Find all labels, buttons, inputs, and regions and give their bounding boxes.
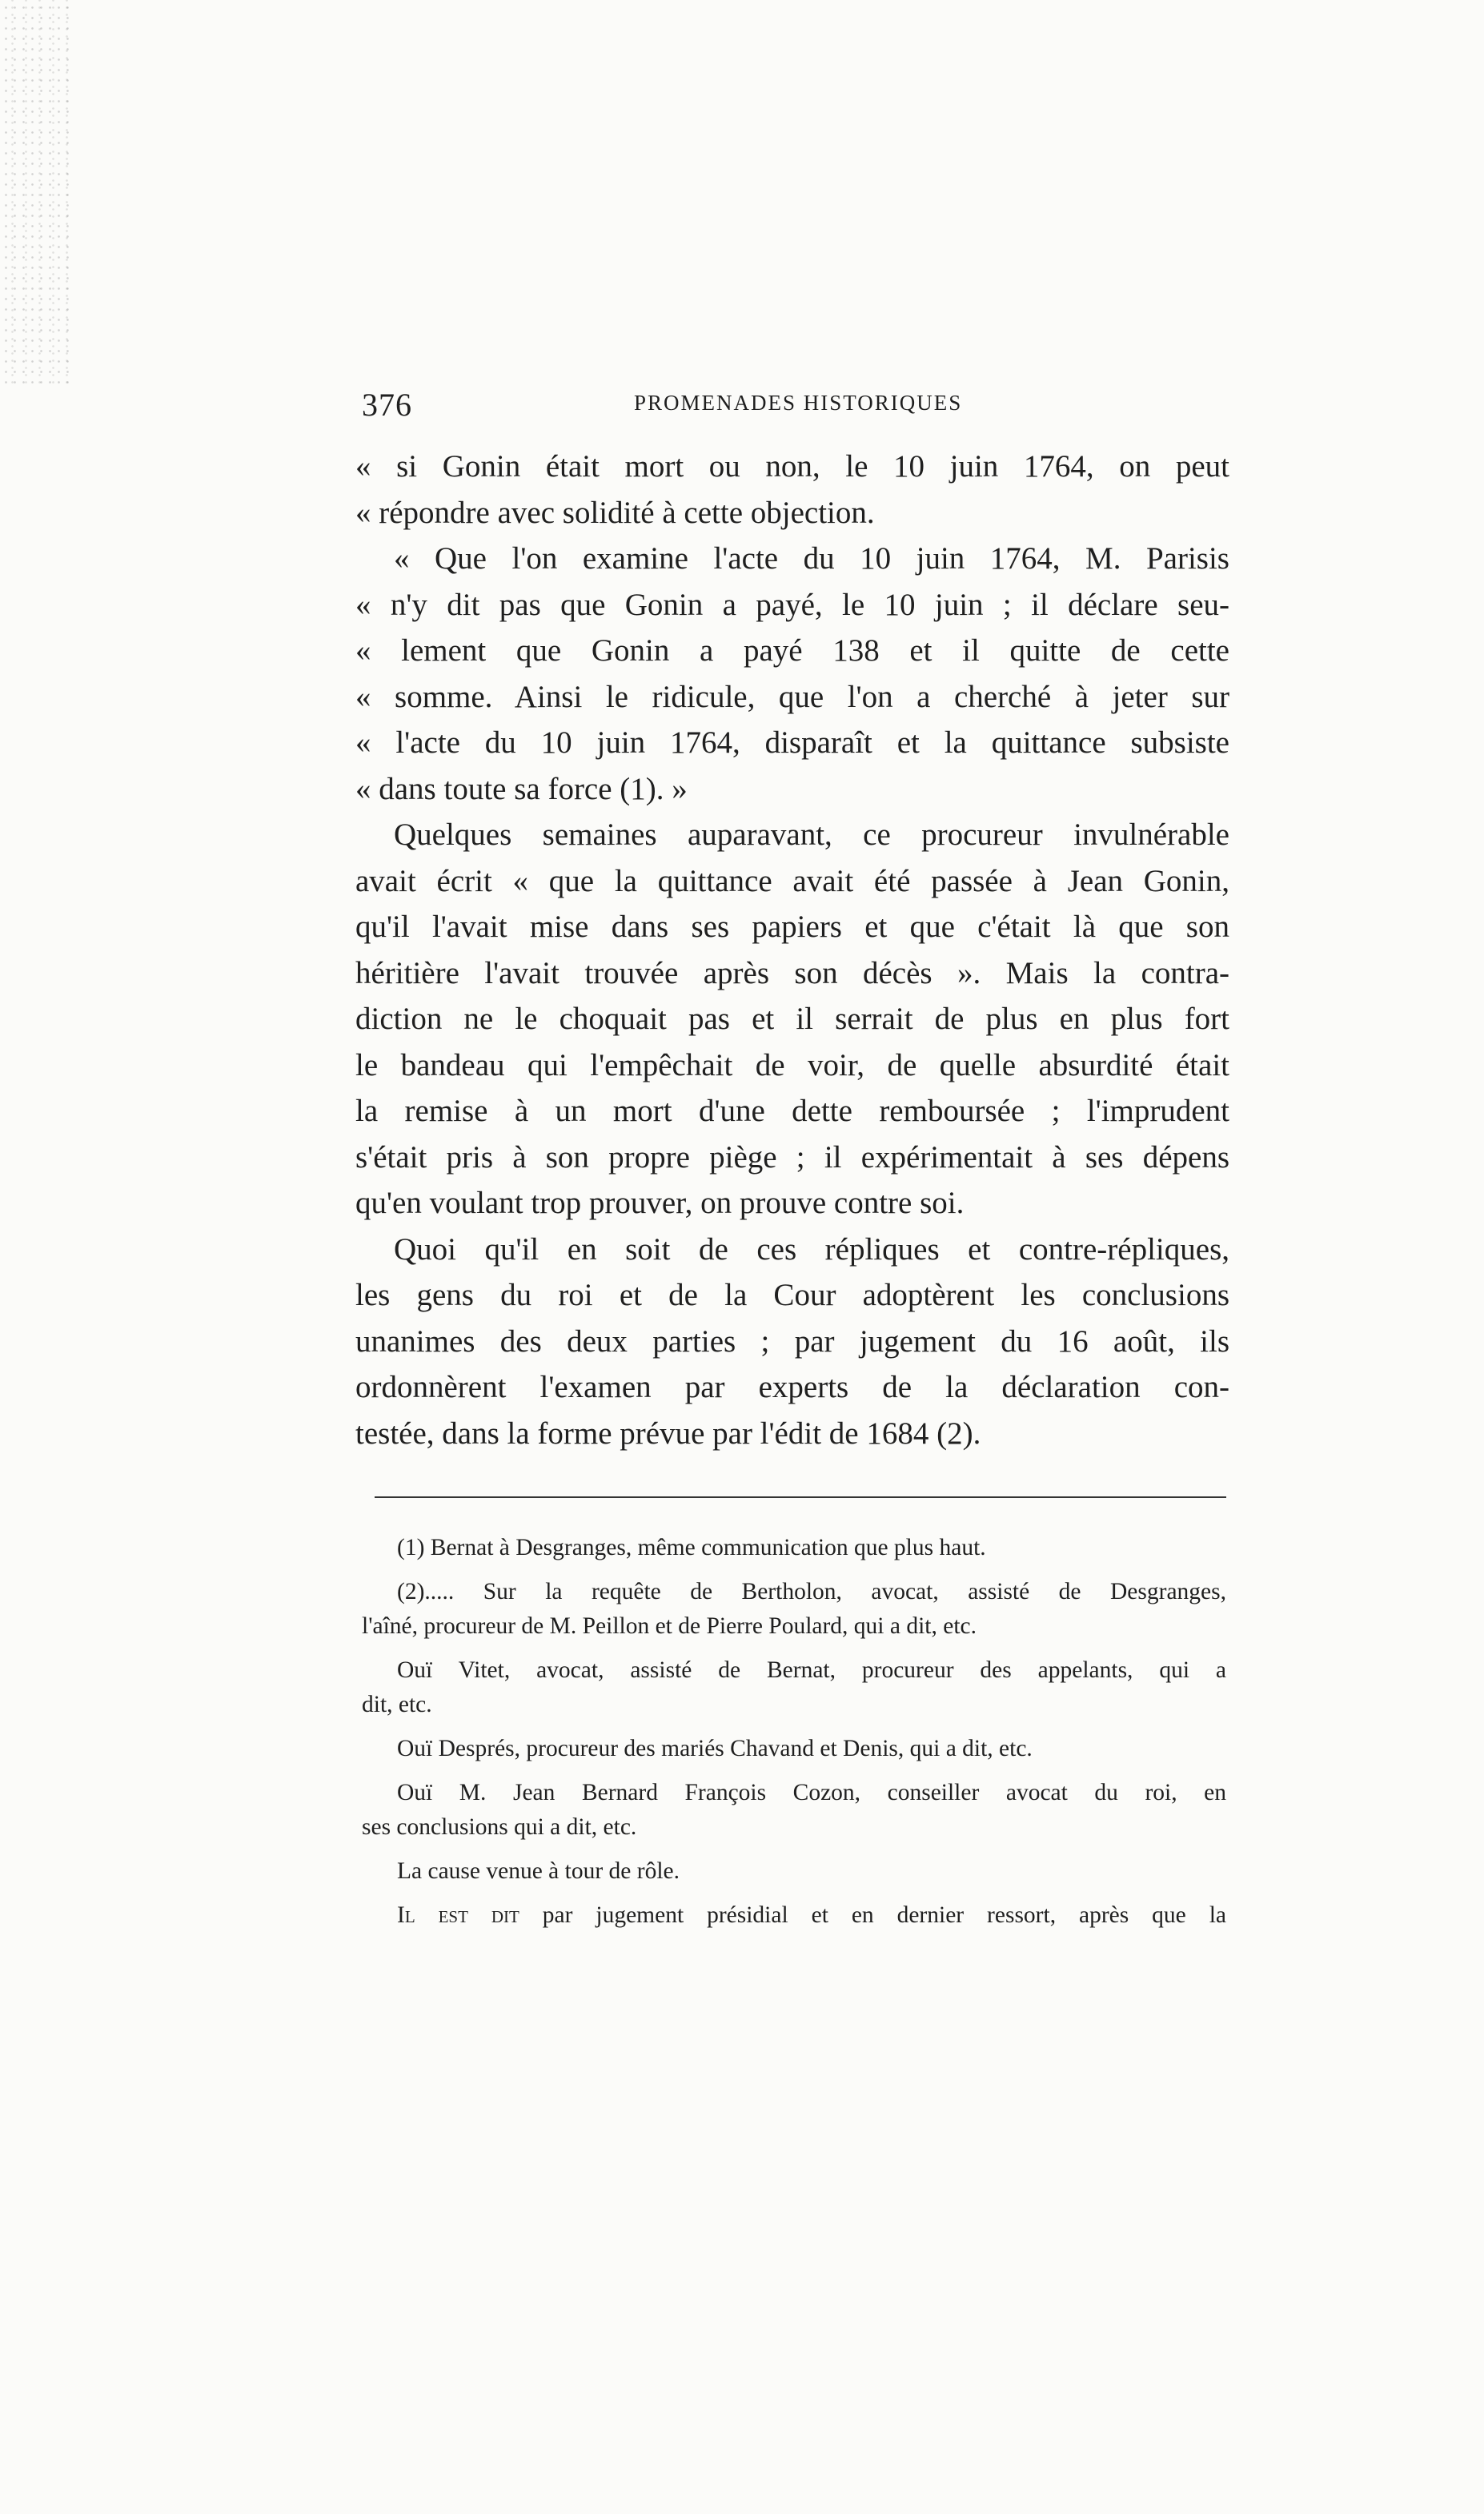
text-line: la remise à un mort d'une dette remboursée ; l'imprudent [355, 1094, 1229, 1128]
footnote-line: ses conclusions qui a dit, etc. [362, 1814, 637, 1840]
text-line: unanimes des deux parties ; par jugement du 16 août, ils [355, 1323, 1229, 1359]
footnotes [362, 1531, 1226, 1933]
text-line: « l'acte du 10 juin 1764, disparaît et la quittance subsiste [355, 725, 1229, 760]
text-line: « lement que Gonin a payé 138 et il quitte de cette [355, 633, 1229, 668]
text-line: « dans toute sa force (1). » [355, 771, 688, 806]
footnote-gap [362, 1565, 1226, 1575]
text-line: qu'en voulant trop prouver, on prouve contre soi. [355, 1186, 965, 1220]
footnote-gap [362, 1722, 1226, 1732]
footnote-gap [362, 1889, 1226, 1898]
footnote-gap [362, 1644, 1226, 1653]
text-line: Quoi qu'il en soit de ces répliques et contre-répliques, [394, 1231, 1229, 1267]
footnote-line: l'aîné, procureur de M. Peillon et de Pierre Poulard, qui a dit, etc. [362, 1613, 977, 1639]
text-line: « répondre avec solidité à cette objection. [355, 495, 875, 530]
page-number: 376 [362, 387, 412, 423]
footnote-line: La cause venue à tour de rôle. [397, 1858, 680, 1884]
text-line: le bandeau qui l'empêchait de voir, de quelle absurdité était [355, 1047, 1229, 1082]
footnote-line: dit, etc. [362, 1692, 432, 1717]
text-line: avait écrit « que la quittance avait été passée à Jean Gonin, [355, 863, 1229, 898]
footnote-line: Ouï Vitet, avocat, assisté de Bernat, procureur des appelants, qui a [397, 1657, 1226, 1683]
text-line: Quelques semaines auparavant, ce procureur invulnérable [394, 817, 1229, 852]
main-text [355, 444, 1229, 1456]
footnote-line: Ouï Després, procureur des mariés Chavand et Denis, qui a dit, etc. [397, 1736, 1033, 1761]
text-line: héritière l'avait trouvée après son décès ». Mais la contra- [355, 955, 1229, 990]
page-margin-specks [0, 0, 72, 384]
text-line: diction ne le choquait pas et il serrait de plus en plus fort [355, 1002, 1229, 1036]
text-line: s'était pris à son propre piège ; il expérimentait à ses dépens [355, 1139, 1229, 1175]
footnote-gap [362, 1766, 1226, 1776]
footnote-line: Ouï M. Jean Bernard François Cozon, conseiller avocat du roi, en [397, 1780, 1226, 1805]
footnote-line: (1) Bernat à Desgranges, même communication que plus haut. [397, 1535, 986, 1560]
running-title: PROMENADES HISTORIQUES [634, 391, 963, 415]
footnote-line: (2)..... Sur la requête de Bertholon, avocat, assisté de Desgranges, [397, 1579, 1226, 1604]
text-line: ordonnèrent l'examen par experts de la déclaration con- [355, 1370, 1229, 1404]
page-header [362, 386, 1226, 426]
text-line: « si Gonin était mort ou non, le 10 juin 1764, on peut [355, 449, 1229, 484]
text-line: les gens du roi et de la Cour adoptèrent les conclusions [355, 1278, 1229, 1312]
text-line: qu'il l'avait mise dans ses papiers et que c'était là que son [355, 910, 1229, 944]
footnote-line-last [362, 1898, 1226, 1933]
footnote-smallcaps-lead: Il est dit [397, 1902, 519, 1928]
text-line: testée, dans la forme prévue par l'édit de 1684 (2). [355, 1416, 981, 1451]
footnote-divider [375, 1496, 1226, 1498]
footnote-gap [362, 1845, 1226, 1854]
text-line: « somme. Ainsi le ridicule, que l'on a cherché à jeter sur [355, 679, 1229, 714]
text-line: « n'y dit pas que Gonin a payé, le 10 juin ; il déclare seu- [355, 587, 1229, 622]
text-line: « Que l'on examine l'acte du 10 juin 1764, M. Parisis [394, 541, 1229, 576]
footnote-line-rest: par jugement présidial et en dernier ressort, après que la [542, 1902, 1226, 1928]
